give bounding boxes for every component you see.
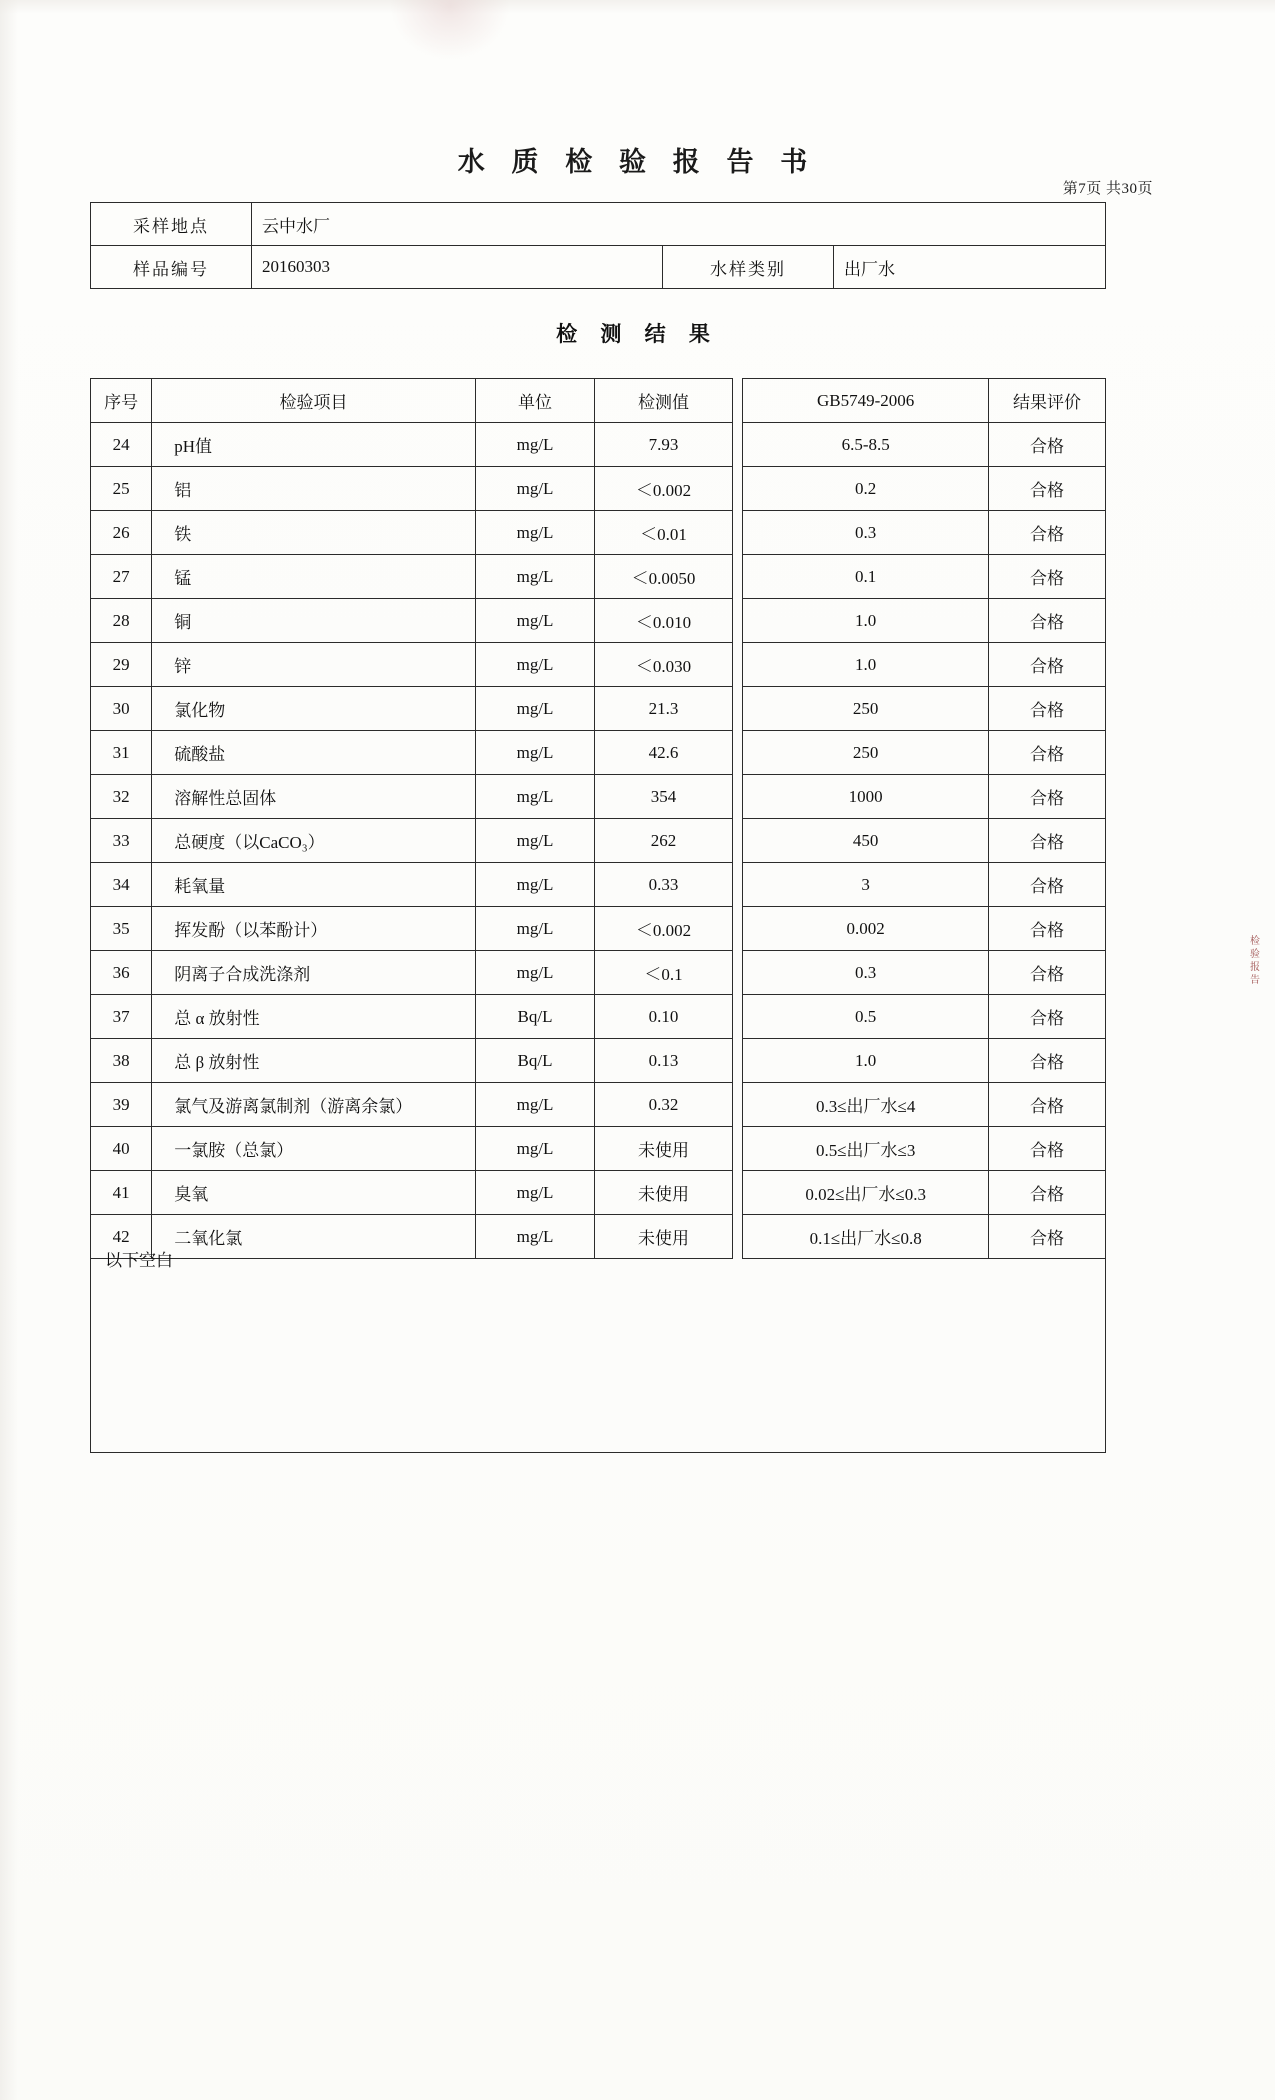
cell-no: 33 bbox=[91, 819, 152, 863]
column-gap bbox=[732, 995, 743, 1039]
cell-no: 28 bbox=[91, 599, 152, 643]
cell-standard: 0.3 bbox=[743, 951, 989, 995]
cell-standard: 1000 bbox=[743, 775, 989, 819]
table-row bbox=[91, 1171, 1106, 1215]
cell-value: ＜0.1 bbox=[595, 951, 732, 995]
table-row bbox=[91, 863, 1106, 907]
cell-value: ＜0.030 bbox=[595, 643, 732, 687]
cell-unit: mg/L bbox=[475, 687, 595, 731]
cell-evaluation: 合格 bbox=[988, 907, 1105, 951]
cell-standard: 450 bbox=[743, 819, 989, 863]
cell-evaluation: 合格 bbox=[988, 687, 1105, 731]
cell-standard: 3 bbox=[743, 863, 989, 907]
cell-value: 未使用 bbox=[595, 1171, 732, 1215]
cell-no: 26 bbox=[91, 511, 152, 555]
section-title: 检 测 结 果 bbox=[556, 322, 719, 346]
cell-item: 二氧化氯 bbox=[152, 1215, 475, 1259]
margin-mark: 检 bbox=[1250, 936, 1260, 947]
cell-no: 40 bbox=[91, 1127, 152, 1171]
cell-no: 32 bbox=[91, 775, 152, 819]
table-row bbox=[91, 203, 1106, 246]
cell-unit: mg/L bbox=[475, 775, 595, 819]
cell-evaluation: 合格 bbox=[988, 643, 1105, 687]
page-title: 水 质 检 验 报 告 书 bbox=[457, 147, 818, 177]
cell-evaluation: 合格 bbox=[988, 951, 1105, 995]
cell-value: 262 bbox=[595, 819, 732, 863]
cell-evaluation: 合格 bbox=[988, 775, 1105, 819]
table-row bbox=[91, 1127, 1106, 1171]
cell-item: 臭氧 bbox=[152, 1171, 475, 1215]
column-gap bbox=[732, 819, 743, 863]
cell-item: pH值 bbox=[152, 423, 475, 467]
sample-info-table bbox=[90, 202, 1106, 289]
table-row bbox=[91, 819, 1106, 863]
sample-no-label: 样品编号 bbox=[91, 246, 252, 289]
table-row bbox=[91, 423, 1106, 467]
cell-item: 锌 bbox=[152, 643, 475, 687]
cell-standard: 0.2 bbox=[743, 467, 989, 511]
column-gap bbox=[732, 775, 743, 819]
cell-no: 29 bbox=[91, 643, 152, 687]
cell-evaluation: 合格 bbox=[988, 1039, 1105, 1083]
column-gap bbox=[732, 599, 743, 643]
margin-stamp-marks bbox=[1247, 935, 1263, 987]
cell-item: 总硬度（以CaCO₃） bbox=[152, 819, 475, 863]
cell-no: 35 bbox=[91, 907, 152, 951]
table-row bbox=[91, 246, 1106, 289]
scan-blotch bbox=[390, 0, 510, 60]
table-row bbox=[91, 467, 1106, 511]
table-row bbox=[91, 907, 1106, 951]
header-evaluation: 结果评价 bbox=[988, 379, 1105, 423]
cell-no: 36 bbox=[91, 951, 152, 995]
table-row bbox=[91, 995, 1106, 1039]
column-gap bbox=[732, 1039, 743, 1083]
table-row bbox=[91, 555, 1106, 599]
cell-evaluation: 合格 bbox=[988, 731, 1105, 775]
results-table-wrapper bbox=[90, 378, 1106, 1259]
cell-unit: Bq/L bbox=[475, 995, 595, 1039]
cell-standard: 250 bbox=[743, 731, 989, 775]
cell-no: 37 bbox=[91, 995, 152, 1039]
column-gap bbox=[732, 555, 743, 599]
cell-value: 21.3 bbox=[595, 687, 732, 731]
cell-item: 硫酸盐 bbox=[152, 731, 475, 775]
cell-value: 354 bbox=[595, 775, 732, 819]
table-row bbox=[91, 775, 1106, 819]
header-unit: 单位 bbox=[475, 379, 595, 423]
cell-unit: mg/L bbox=[475, 863, 595, 907]
margin-mark: 验 bbox=[1250, 949, 1260, 960]
cell-standard: 250 bbox=[743, 687, 989, 731]
cell-unit: mg/L bbox=[475, 1215, 595, 1259]
sampling-location-label: 采样地点 bbox=[91, 203, 252, 246]
cell-item: 阴离子合成洗涤剂 bbox=[152, 951, 475, 995]
cell-item: 一氯胺（总氯） bbox=[152, 1127, 475, 1171]
cell-standard: 0.02≤出厂水≤0.3 bbox=[743, 1171, 989, 1215]
cell-value: 0.10 bbox=[595, 995, 732, 1039]
table-row bbox=[91, 731, 1106, 775]
cell-evaluation: 合格 bbox=[988, 863, 1105, 907]
table-row bbox=[91, 687, 1106, 731]
cell-item: 铁 bbox=[152, 511, 475, 555]
column-gap bbox=[732, 379, 743, 423]
cell-no: 31 bbox=[91, 731, 152, 775]
cell-item: 挥发酚（以苯酚计） bbox=[152, 907, 475, 951]
cell-evaluation: 合格 bbox=[988, 1215, 1105, 1259]
cell-item: 铜 bbox=[152, 599, 475, 643]
table-row bbox=[91, 1083, 1106, 1127]
cell-unit: mg/L bbox=[475, 511, 595, 555]
cell-unit: mg/L bbox=[475, 1083, 595, 1127]
column-gap bbox=[732, 643, 743, 687]
water-type-value: 出厂水 bbox=[834, 246, 1106, 289]
cell-standard: 6.5-8.5 bbox=[743, 423, 989, 467]
cell-item: 锰 bbox=[152, 555, 475, 599]
cell-standard: 0.3 bbox=[743, 511, 989, 555]
column-gap bbox=[732, 907, 743, 951]
header-standard: GB5749-2006 bbox=[743, 379, 989, 423]
water-type-label: 水样类别 bbox=[663, 246, 834, 289]
cell-evaluation: 合格 bbox=[988, 511, 1105, 555]
table-row bbox=[91, 599, 1106, 643]
cell-item: 总 β 放射性 bbox=[152, 1039, 475, 1083]
cell-value: ＜0.002 bbox=[595, 907, 732, 951]
cell-standard: 0.002 bbox=[743, 907, 989, 951]
cell-evaluation: 合格 bbox=[988, 423, 1105, 467]
cell-no: 39 bbox=[91, 1083, 152, 1127]
cell-unit: mg/L bbox=[475, 819, 595, 863]
cell-no: 24 bbox=[91, 423, 152, 467]
column-gap bbox=[732, 687, 743, 731]
cell-item: 铝 bbox=[152, 467, 475, 511]
cell-item: 氯化物 bbox=[152, 687, 475, 731]
scan-edge-top bbox=[0, 0, 1275, 14]
table-row bbox=[91, 643, 1106, 687]
cell-standard: 0.1 bbox=[743, 555, 989, 599]
cell-unit: mg/L bbox=[475, 599, 595, 643]
cell-value: ＜0.002 bbox=[595, 467, 732, 511]
cell-evaluation: 合格 bbox=[988, 1083, 1105, 1127]
cell-evaluation: 合格 bbox=[988, 1127, 1105, 1171]
sampling-location-value: 云中水厂 bbox=[252, 203, 1106, 246]
table-header-row bbox=[91, 379, 1106, 423]
cell-evaluation: 合格 bbox=[988, 555, 1105, 599]
cell-item: 总 α 放射性 bbox=[152, 995, 475, 1039]
cell-no: 41 bbox=[91, 1171, 152, 1215]
column-gap bbox=[732, 1171, 743, 1215]
cell-value: ＜0.01 bbox=[595, 511, 732, 555]
cell-value: 42.6 bbox=[595, 731, 732, 775]
cell-value: ＜0.0050 bbox=[595, 555, 732, 599]
header-item: 检验项目 bbox=[152, 379, 475, 423]
cell-no: 25 bbox=[91, 467, 152, 511]
cell-evaluation: 合格 bbox=[988, 819, 1105, 863]
header-value: 检测值 bbox=[595, 379, 732, 423]
cell-evaluation: 合格 bbox=[988, 1171, 1105, 1215]
cell-standard: 1.0 bbox=[743, 599, 989, 643]
table-row bbox=[91, 951, 1106, 995]
sample-no-value: 20160303 bbox=[252, 246, 663, 289]
cell-value: 0.33 bbox=[595, 863, 732, 907]
cell-standard: 0.5≤出厂水≤3 bbox=[743, 1127, 989, 1171]
cell-unit: mg/L bbox=[475, 907, 595, 951]
column-gap bbox=[732, 1127, 743, 1171]
cell-unit: mg/L bbox=[475, 423, 595, 467]
cell-evaluation: 合格 bbox=[988, 995, 1105, 1039]
cell-no: 34 bbox=[91, 863, 152, 907]
column-gap bbox=[732, 1083, 743, 1127]
cell-unit: mg/L bbox=[475, 731, 595, 775]
cell-unit: mg/L bbox=[475, 467, 595, 511]
column-gap bbox=[732, 863, 743, 907]
page-count: 第7页 共30页 bbox=[1062, 181, 1153, 197]
margin-mark: 告 bbox=[1250, 975, 1260, 986]
cell-item: 溶解性总固体 bbox=[152, 775, 475, 819]
cell-unit: Bq/L bbox=[475, 1039, 595, 1083]
column-gap bbox=[732, 951, 743, 995]
column-gap bbox=[732, 423, 743, 467]
margin-mark: 报 bbox=[1250, 962, 1260, 973]
results-table bbox=[90, 378, 1106, 1259]
cell-no: 42 bbox=[91, 1215, 152, 1259]
cell-value: 未使用 bbox=[595, 1127, 732, 1171]
cell-evaluation: 合格 bbox=[988, 467, 1105, 511]
cell-value: 0.13 bbox=[595, 1039, 732, 1083]
cell-standard: 0.3≤出厂水≤4 bbox=[743, 1083, 989, 1127]
cell-item: 氯气及游离氯制剂（游离余氯） bbox=[152, 1083, 475, 1127]
cell-no: 30 bbox=[91, 687, 152, 731]
cell-value: 未使用 bbox=[595, 1215, 732, 1259]
cell-unit: mg/L bbox=[475, 951, 595, 995]
cell-unit: mg/L bbox=[475, 643, 595, 687]
column-gap bbox=[732, 467, 743, 511]
scan-edge-left bbox=[0, 0, 18, 2100]
blank-area-note: 以下空白 bbox=[90, 1238, 1106, 1453]
table-row bbox=[91, 511, 1106, 555]
cell-standard: 0.1≤出厂水≤0.8 bbox=[743, 1215, 989, 1259]
cell-standard: 0.5 bbox=[743, 995, 989, 1039]
cell-unit: mg/L bbox=[475, 1171, 595, 1215]
cell-value: 0.32 bbox=[595, 1083, 732, 1127]
column-gap bbox=[732, 511, 743, 555]
cell-value: 7.93 bbox=[595, 423, 732, 467]
cell-unit: mg/L bbox=[475, 555, 595, 599]
table-row bbox=[91, 1039, 1106, 1083]
cell-item: 耗氧量 bbox=[152, 863, 475, 907]
cell-evaluation: 合格 bbox=[988, 599, 1105, 643]
header-no: 序号 bbox=[91, 379, 152, 423]
cell-value: ＜0.010 bbox=[595, 599, 732, 643]
cell-standard: 1.0 bbox=[743, 643, 989, 687]
column-gap bbox=[732, 731, 743, 775]
cell-unit: mg/L bbox=[475, 1127, 595, 1171]
cell-no: 38 bbox=[91, 1039, 152, 1083]
cell-standard: 1.0 bbox=[743, 1039, 989, 1083]
cell-no: 27 bbox=[91, 555, 152, 599]
